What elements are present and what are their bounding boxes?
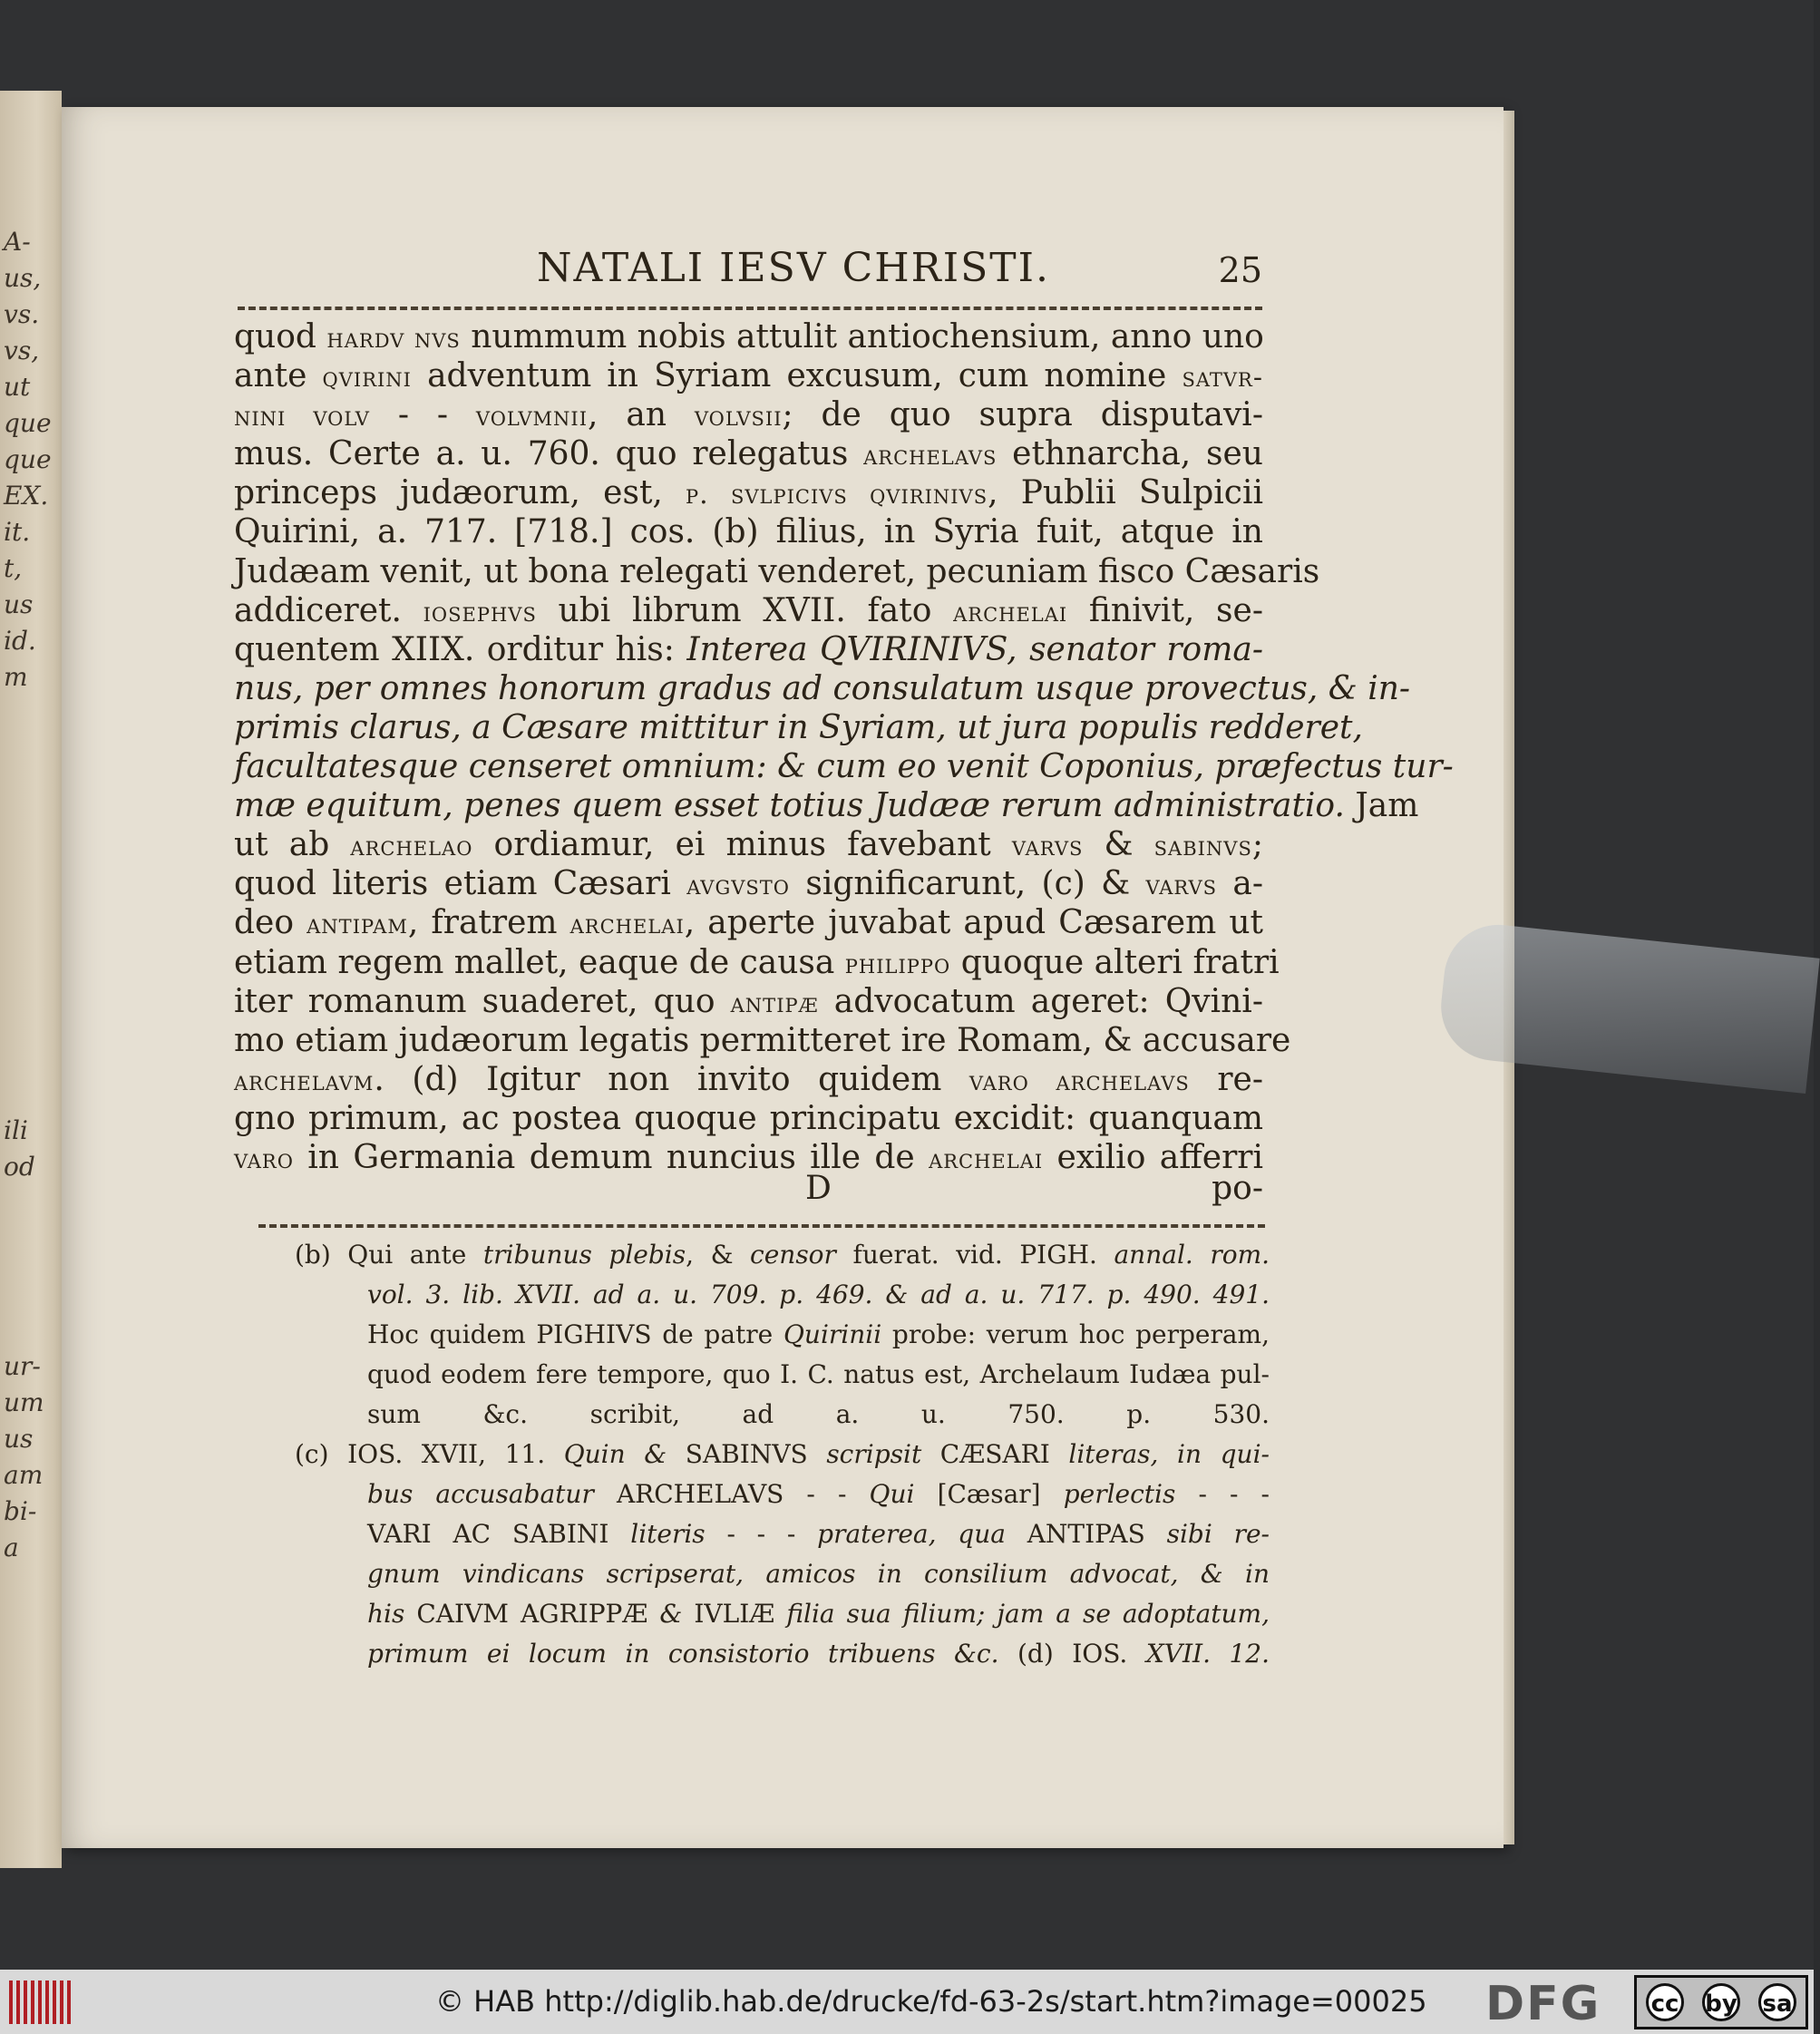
text-run: ; de quo supra disputavi- — [782, 396, 1263, 434]
text-run: IVLIÆ — [682, 1599, 787, 1629]
text-run: (b) Qui ante — [295, 1240, 483, 1270]
running-head: NATALI IESV CHRISTI. — [537, 245, 1050, 291]
main-text — [234, 317, 1454, 1177]
text-run: addiceret. — [234, 591, 423, 629]
small-caps-run: archelai — [929, 1143, 1044, 1175]
italic-run: filia sua filium; jam a se adoptatum, — [786, 1599, 1270, 1629]
italic-run: XVII. 12. — [1145, 1639, 1270, 1669]
footnote-line — [295, 1435, 1270, 1474]
small-caps-run: volvmnii — [475, 401, 589, 433]
facing-page-fragment: t, — [4, 553, 23, 583]
small-caps-run: hardv nvs — [326, 323, 461, 355]
text-run: iter romanum suaderet, quo — [234, 982, 731, 1020]
catchword: po- — [1212, 1170, 1263, 1207]
small-caps-run: satvr- — [1182, 362, 1263, 394]
cc-icon: cc — [1646, 1983, 1684, 2021]
text-line — [234, 552, 1320, 591]
small-caps-run: nini volv — [234, 401, 370, 433]
italic-run: praterea, qua — [817, 1519, 1006, 1549]
footnote-line — [295, 1355, 1270, 1395]
italic-run: vol. 3. lib. XVII. ad a. u. 709. p. 469. & ad a. u. 717. p. 490. 491. — [367, 1280, 1270, 1309]
facing-page-fragment: um — [4, 1387, 44, 1417]
text-run: ante — [234, 357, 323, 395]
facing-page-fragment: a — [4, 1533, 19, 1562]
text-run: mus. Certe a. u. 760. quo relegatus — [234, 435, 864, 473]
text-line — [234, 395, 1263, 434]
text-line — [234, 1099, 1263, 1138]
text-run: (d) IOS. — [998, 1639, 1146, 1669]
text-run: deo — [234, 904, 307, 942]
footnote-line — [295, 1474, 1270, 1514]
copyright-link[interactable]: © HAB http://diglib.hab.de/drucke/fd-63-2s/start.htm?image=00025 — [435, 1984, 1427, 2019]
text-run: etiam regem mallet, eaque de causa — [234, 943, 845, 981]
by-icon: by — [1702, 1983, 1740, 2021]
italic-run: primis clarus, a Cæsare mittitur in Syriam, ut jura populis redderet, — [234, 708, 1363, 746]
text-run: probe: verum hoc perperam, — [881, 1319, 1270, 1349]
facing-page-fragment: m — [4, 662, 28, 692]
italic-run: his — [367, 1599, 405, 1629]
text-run: (c) IOS. XVII, 11. — [295, 1439, 564, 1469]
signature-mark: D — [805, 1170, 832, 1207]
viewer-footer — [0, 1970, 1814, 2034]
text-run: ut ab — [234, 826, 351, 864]
text-line — [234, 747, 1454, 786]
text-run: gno primum, ac postea quoque principatu excidit: quanquam — [234, 1099, 1263, 1137]
facing-page-fragment: vs, — [4, 336, 40, 365]
small-caps-run: archelao — [350, 831, 473, 863]
italic-run: Qui — [869, 1479, 915, 1509]
small-caps-run: p. svlpicivs qvirinivs — [686, 479, 988, 511]
italic-run: perlectis — [1063, 1479, 1176, 1509]
italic-run: gnum vindicans scripserat, amicos in consilium advocat, & in — [367, 1559, 1270, 1589]
text-run: finivit, se- — [1067, 591, 1263, 629]
facing-page-fragment: us — [4, 1424, 34, 1454]
small-caps-run: antipæ — [730, 987, 819, 1019]
facing-page-fragment: od — [4, 1152, 35, 1182]
text-line — [234, 669, 1411, 708]
footnote-line — [295, 1514, 1270, 1554]
text-run: , an — [588, 396, 695, 434]
small-caps-run: varo archelavs — [968, 1065, 1190, 1097]
text-run: CAIVM AGRIPPÆ — [404, 1599, 660, 1629]
sa-icon: sa — [1758, 1983, 1796, 2021]
facing-page-fragment: us, — [4, 263, 42, 293]
facing-page-fragment: que — [4, 444, 52, 474]
header-rule — [238, 307, 1262, 310]
facing-page-fragment: vs. — [4, 299, 40, 329]
cc-license-badge[interactable] — [1634, 1975, 1808, 2029]
footnote-line — [295, 1594, 1270, 1634]
text-line — [234, 1060, 1263, 1099]
italic-run: primum ei locum in consistorio tribuens &c. — [367, 1639, 999, 1669]
small-caps-run: varvs — [1011, 831, 1084, 863]
text-run: ANTIPAS — [1005, 1519, 1167, 1549]
text-run: SABINVS — [667, 1439, 827, 1469]
facing-page-fragment: id. — [4, 626, 36, 656]
text-line — [234, 434, 1263, 473]
facing-page-fragment: EX. — [4, 481, 49, 511]
text-line — [234, 943, 1280, 982]
facing-page-fragment: ut — [4, 372, 31, 402]
text-line — [234, 473, 1263, 512]
italic-run: bus accusabatur — [367, 1479, 594, 1509]
facing-page-edge — [0, 91, 62, 1868]
small-caps-run: varo — [234, 1143, 294, 1175]
footnote-rule — [258, 1224, 1265, 1228]
text-line — [234, 512, 1263, 551]
text-run: , & — [686, 1240, 751, 1270]
text-run: ethnarcha, seu — [997, 435, 1263, 473]
small-caps-run: varvs — [1145, 870, 1218, 902]
text-run: significarunt, (c) & — [790, 865, 1146, 903]
text-run: , Publii Sulpicii — [988, 474, 1263, 512]
footnotes — [295, 1235, 1270, 1674]
text-run: - - - — [1175, 1479, 1270, 1509]
italic-run: literas, in qui- — [1068, 1439, 1270, 1469]
text-run: quentem XIIX. orditur his: — [234, 630, 687, 668]
text-line — [234, 356, 1263, 395]
footnote-line — [295, 1554, 1270, 1594]
italic-run: Interea QVIRINIVS, senator roma- — [686, 630, 1263, 668]
text-run: Jam — [1344, 787, 1419, 825]
dfg-logo: DFG — [1485, 1977, 1601, 2031]
footnote-line — [295, 1235, 1270, 1275]
facing-page-fragment: ur- — [4, 1351, 41, 1381]
facing-page-fragment: it. — [4, 517, 31, 547]
text-run: Judæam venit, ut bona relegati venderet, pecuniam fisco Cæsaris — [234, 552, 1320, 590]
text-run: fuerat. vid. PIGH. — [835, 1240, 1114, 1270]
library-logo-icon — [9, 1980, 74, 2024]
text-run: Quirini, a. 717. [718.] cos. (b) filius, in Syria fuit, atque in — [234, 513, 1263, 551]
facing-page-fragment: que — [4, 408, 52, 438]
signature-line — [234, 1170, 1263, 1210]
small-caps-run: archelai — [569, 909, 685, 941]
text-run: quod eodem fere tempore, quo I. C. natus est, Archelaum Iudæa pul- — [367, 1359, 1270, 1389]
footnote-line — [295, 1634, 1270, 1674]
italic-run: mæ equitum, penes quem esset totius Judææ rerum administratio. — [234, 787, 1345, 825]
text-line — [234, 591, 1263, 630]
text-run: CÆSARI — [921, 1439, 1069, 1469]
text-run: adventum in Syriam excusum, cum nomine — [411, 357, 1183, 395]
text-run: . (d) Igitur non invito quidem — [374, 1060, 969, 1098]
text-run: - - — [369, 396, 476, 434]
small-caps-run: iosephvs — [423, 596, 537, 628]
text-line — [234, 630, 1263, 669]
small-caps-run: qvirini — [322, 362, 412, 394]
facing-page-fragment: us — [4, 589, 34, 619]
text-run: - - - — [705, 1519, 818, 1549]
facing-page-fragment: bi- — [4, 1496, 37, 1526]
footnote-line — [295, 1275, 1270, 1315]
text-run: mo etiam judæorum legatis permitteret ire Romam, & accusare — [234, 1021, 1291, 1059]
italic-run: Quin & — [563, 1439, 667, 1469]
text-run: advocatum ageret: Qvini- — [818, 982, 1263, 1020]
small-caps-run: archelavm — [234, 1065, 375, 1097]
text-line — [234, 708, 1363, 747]
text-line — [234, 317, 1263, 356]
italic-run: Quirinii — [783, 1319, 882, 1349]
text-run: ubi librum XVII. fato — [536, 591, 954, 629]
text-run: re- — [1189, 1060, 1264, 1098]
page-header — [238, 245, 1262, 303]
text-run: , fratrem — [407, 904, 570, 942]
small-caps-run: archelai — [953, 596, 1068, 628]
small-caps-run: antipam — [307, 909, 408, 941]
text-line — [234, 786, 1419, 825]
italic-run: nus, per omnes honorum gradus ad consulatum usque provectus, & in- — [234, 669, 1411, 707]
page-number: 25 — [1218, 250, 1262, 290]
text-run: [Cæsar] — [914, 1479, 1064, 1509]
text-line — [234, 982, 1263, 1021]
facing-page-fragment: A- — [4, 227, 31, 257]
italic-run: tribunus plebis — [482, 1240, 686, 1270]
text-run: ARCHELAVS - - — [593, 1479, 870, 1509]
italic-run: & — [659, 1599, 683, 1629]
italic-run: literis — [630, 1519, 706, 1549]
text-run: ordiamur, ei minus favebant — [472, 826, 1012, 864]
text-run: quod literis etiam Cæsari — [234, 865, 687, 903]
small-caps-run: sabinvs — [1153, 831, 1252, 863]
small-caps-run: philippo — [844, 948, 951, 980]
text-run: exilio afferri — [1043, 1138, 1264, 1176]
text-run: Hoc quidem PIGHIVS de patre — [367, 1319, 783, 1349]
text-line — [234, 825, 1263, 864]
italic-run: sibi re- — [1166, 1519, 1270, 1549]
footnote-line — [295, 1315, 1270, 1355]
text-run: quod — [234, 318, 327, 355]
small-caps-run: avgvsto — [686, 870, 791, 902]
italic-run: facultatesque censeret omnium: & cum eo venit Coponius, præfectus tur- — [234, 748, 1454, 786]
small-caps-run: archelavs — [863, 440, 998, 472]
text-run: in Germania demum nuncius ille de — [293, 1138, 929, 1176]
facing-page-fragment: am — [4, 1460, 44, 1490]
text-run: sum &c. scribit, ad a. u. 750. p. 530. — [367, 1399, 1270, 1429]
text-run: nummum nobis attulit antiochensium, anno uno — [460, 318, 1264, 355]
text-run: VARI AC SABINI — [367, 1519, 631, 1549]
text-line — [234, 903, 1263, 942]
facing-page-fragment: ili — [4, 1115, 28, 1145]
text-run: princeps judæorum, est, — [234, 474, 686, 512]
text-run: , aperte juvabat apud Cæsarem ut — [684, 904, 1264, 942]
italic-run: censor — [750, 1240, 836, 1270]
text-run: quoque alteri fratri — [950, 943, 1280, 981]
text-line — [234, 1021, 1291, 1060]
small-caps-run: volvsii — [694, 401, 783, 433]
italic-run: scripsit — [826, 1439, 922, 1469]
italic-run: annal. rom. — [1114, 1240, 1270, 1270]
text-line — [234, 864, 1263, 903]
text-run: a- — [1217, 865, 1263, 903]
text-run: & — [1083, 826, 1154, 864]
footnote-line — [295, 1395, 1270, 1435]
text-run: ; — [1251, 826, 1264, 864]
